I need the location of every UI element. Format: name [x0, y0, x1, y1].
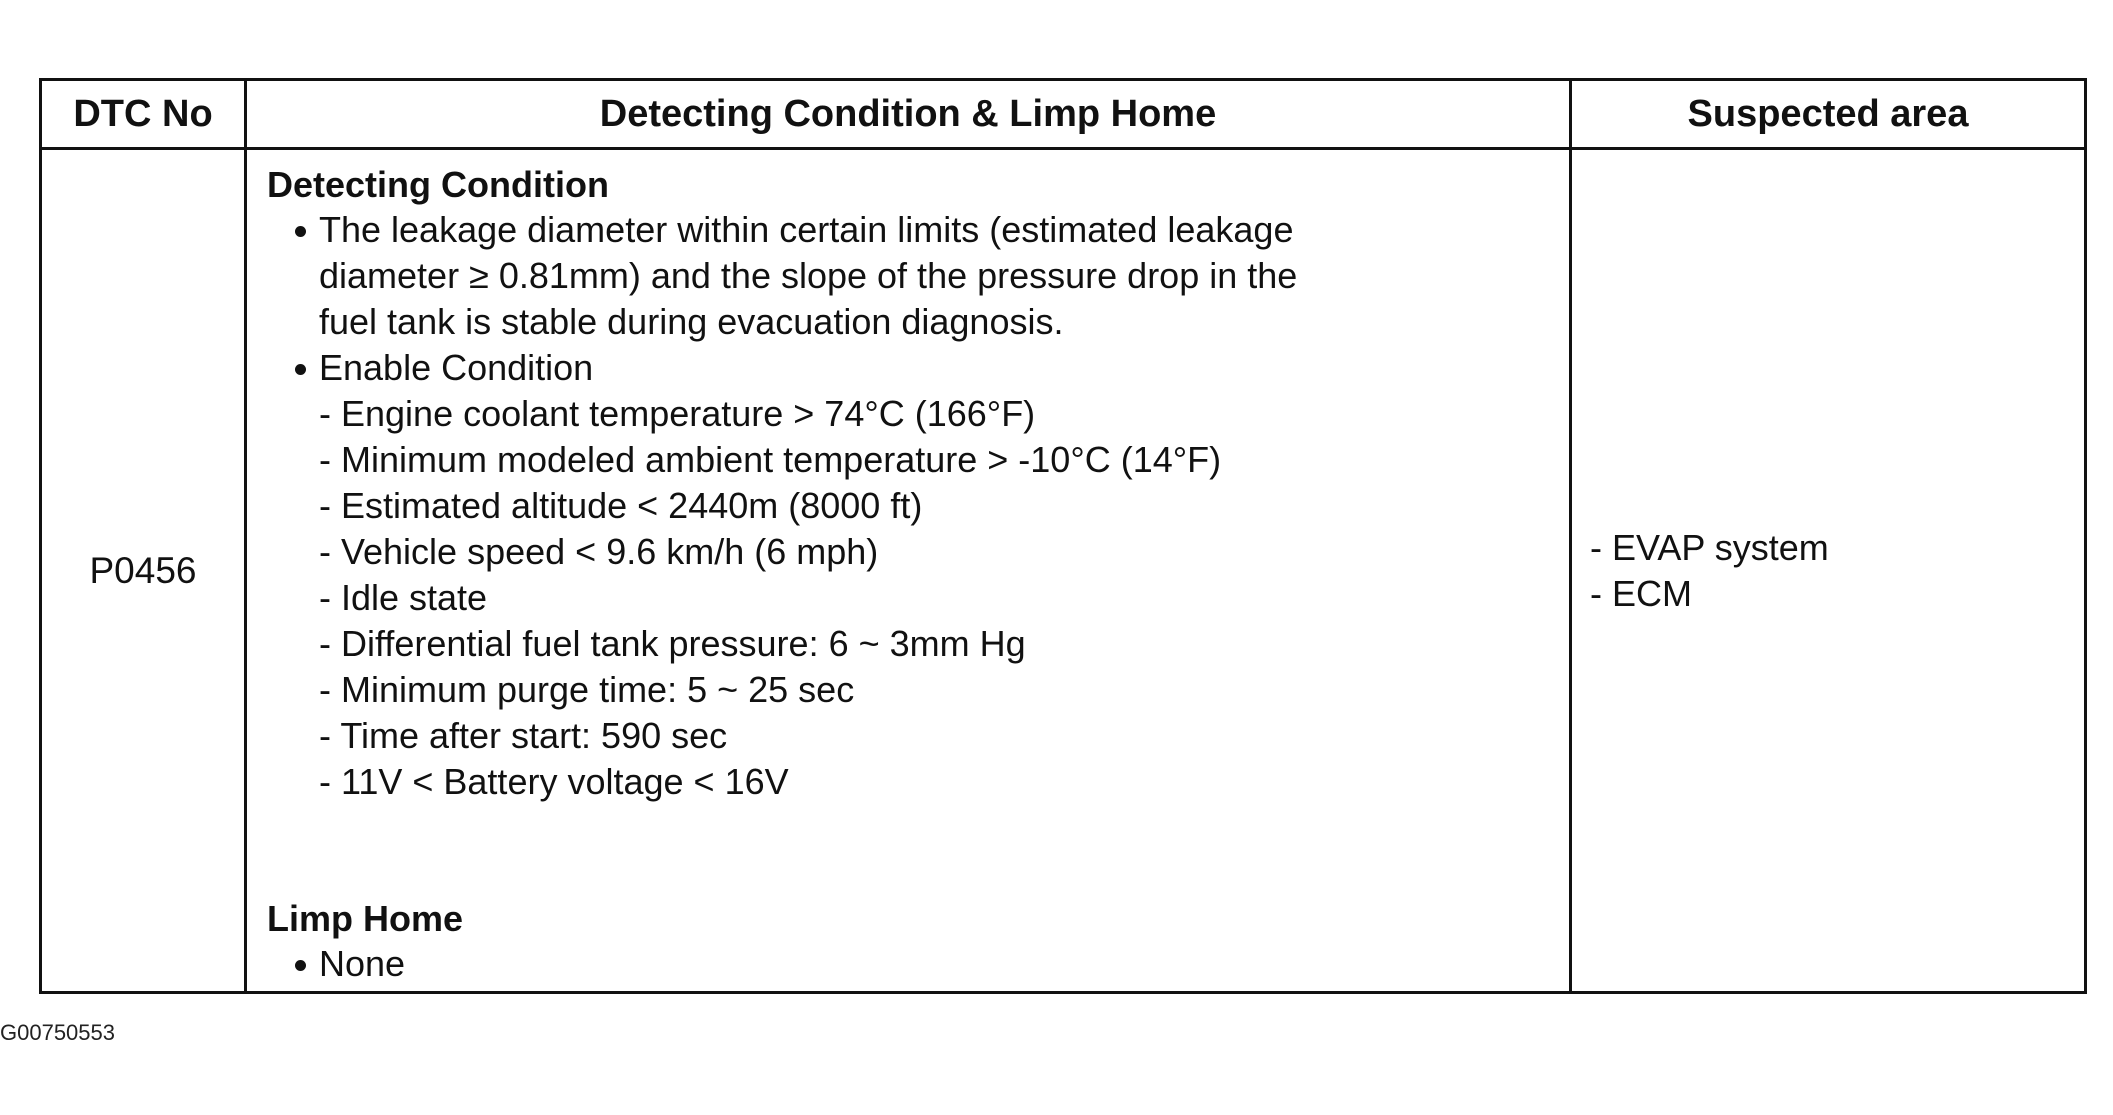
- condition-cell: [246, 149, 1571, 993]
- table-header-row: [41, 80, 2086, 149]
- enable-condition-item: - Estimated altitude < 2440m (8000 ft): [319, 485, 923, 526]
- bullet-icon: [295, 364, 306, 375]
- suspected-area-cell: [1571, 149, 2086, 993]
- bullet1-line1: The leakage diameter within certain limits (estimated leakage: [319, 209, 1294, 250]
- enable-condition-item: - Minimum purge time: 5 ~ 25 sec: [319, 669, 855, 710]
- enable-condition-item: - Engine coolant temperature > 74°C (166°F): [319, 393, 1036, 434]
- suspected-area-item: - EVAP system: [1590, 526, 1829, 568]
- table-row: [41, 149, 2086, 993]
- header-condition: Detecting Condition & Limp Home: [246, 80, 1571, 149]
- enable-condition-item: - Idle state: [319, 577, 488, 618]
- enable-condition-item: - 11V < Battery voltage < 16V: [319, 761, 789, 802]
- detecting-condition-heading: Detecting Condition: [267, 164, 609, 205]
- bullet1-line2: diameter ≥ 0.81mm) and the slope of the pressure drop in the: [319, 255, 1298, 296]
- dtc-code: P0456: [41, 149, 246, 993]
- header-dtc-no: DTC No: [41, 80, 246, 149]
- figure-code: G00750553: [0, 1020, 115, 1045]
- bullet-icon: [295, 226, 306, 237]
- enable-condition-item: - Time after start: 590 sec: [319, 715, 728, 756]
- bullet-icon: [295, 960, 306, 971]
- suspected-area-item: - ECM: [1590, 572, 1692, 614]
- header-suspected-area: Suspected area: [1571, 80, 2086, 149]
- enable-condition-label: Enable Condition: [319, 347, 594, 388]
- enable-condition-item: - Vehicle speed < 9.6 km/h (6 mph): [319, 531, 879, 572]
- bullet1-line3: fuel tank is stable during evacuation diagnosis.: [319, 301, 1064, 342]
- dtc-table: [39, 78, 2087, 994]
- limp-home-heading: Limp Home: [267, 898, 464, 939]
- limp-home-item: None: [319, 943, 406, 984]
- enable-condition-item: - Minimum modeled ambient temperature > -10°C (14°F): [319, 439, 1222, 480]
- enable-condition-item: - Differential fuel tank pressure: 6 ~ 3mm Hg: [319, 623, 1026, 664]
